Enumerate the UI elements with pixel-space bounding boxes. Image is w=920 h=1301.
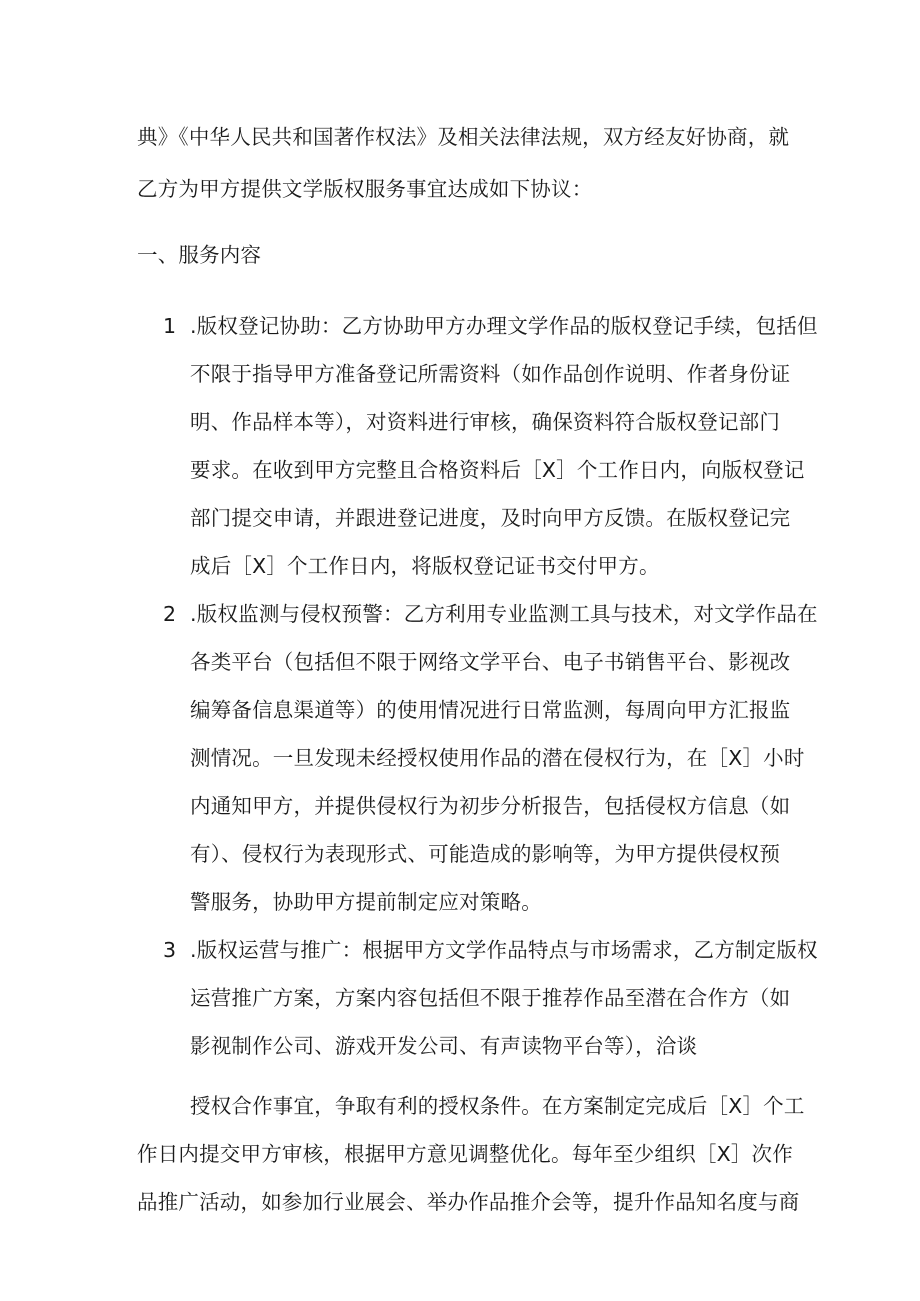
- item-2-number: 2: [163, 602, 177, 626]
- item-3-line-3: 影视制作公司、游戏开发公司、有声读物平台等），洽谈: [190, 1034, 698, 1058]
- continuation-line-1: 授权合作事宜，争取有利的授权条件。在方案制定完成后［X］个工: [190, 1094, 805, 1118]
- item-2-line-5: 内通知甲方，并提供侵权行为初步分析报告，包括侵权方信息（如: [190, 794, 791, 818]
- item-1-line-1: .版权登记协助：乙方协助甲方办理文学作品的版权登记手续，包括但: [190, 314, 818, 338]
- item-1-line-6: 成后［X］个工作日内，将版权登记证书交付甲方。: [190, 554, 660, 578]
- item-3-line-2: 运营推广方案，方案内容包括但不限于推荐作品至潜在合作方（如: [190, 986, 791, 1010]
- continuation-line-3: 品推广活动，如参加行业展会、举办作品推介会等，提升作品知名度与商: [137, 1190, 800, 1214]
- continuation-line-2: 作日内提交甲方审核，根据甲方意见调整优化。每年至少组织［X］次作: [137, 1142, 793, 1166]
- item-2-line-3: 编筹备信息渠道等）的使用情况进行日常监测，每周向甲方汇报监: [190, 698, 791, 722]
- item-1-line-4: 要求。在收到甲方完整且合格资料后［X］个工作日内，向版权登记: [190, 458, 805, 482]
- item-3-number: 3: [163, 938, 177, 962]
- intro-line-1: 典》《中华人民共和国著作权法》及相关法律法规，双方经友好协商，就: [137, 125, 790, 149]
- item-2-line-4: 测情况。一旦发现未经授权使用作品的潜在侵权行为，在［X］小时: [190, 746, 805, 770]
- item-1-line-5: 部门提交申请，并跟进登记进度，及时向甲方反馈。在版权登记完: [190, 506, 791, 530]
- section-heading: 一、服务内容: [137, 243, 262, 267]
- item-2-line-6: 有）、侵权行为表现形式、可能造成的影响等，为甲方提供侵权预: [190, 842, 781, 866]
- item-2-line-1: .版权监测与侵权预警：乙方利用专业监测工具与技术，对文学作品在: [190, 602, 818, 626]
- item-1-line-3: 明、作品样本等），对资料进行审核，确保资料符合版权登记部门: [190, 410, 781, 434]
- item-1-line-2: 不限于指导甲方准备登记所需资料（如作品创作说明、作者身份证: [190, 362, 791, 386]
- item-2-line-2: 各类平台（包括但不限于网络文学平台、电子书销售平台、影视改: [190, 650, 791, 674]
- item-1-number: 1: [163, 314, 177, 338]
- intro-line-2: 乙方为甲方提供文学版权服务事宜达成如下协议：: [137, 177, 593, 201]
- item-2-line-7: 警服务，协助甲方提前制定应对策略。: [190, 890, 542, 914]
- item-3-line-1: .版权运营与推广：根据甲方文学作品特点与市场需求，乙方制定版权: [190, 938, 818, 962]
